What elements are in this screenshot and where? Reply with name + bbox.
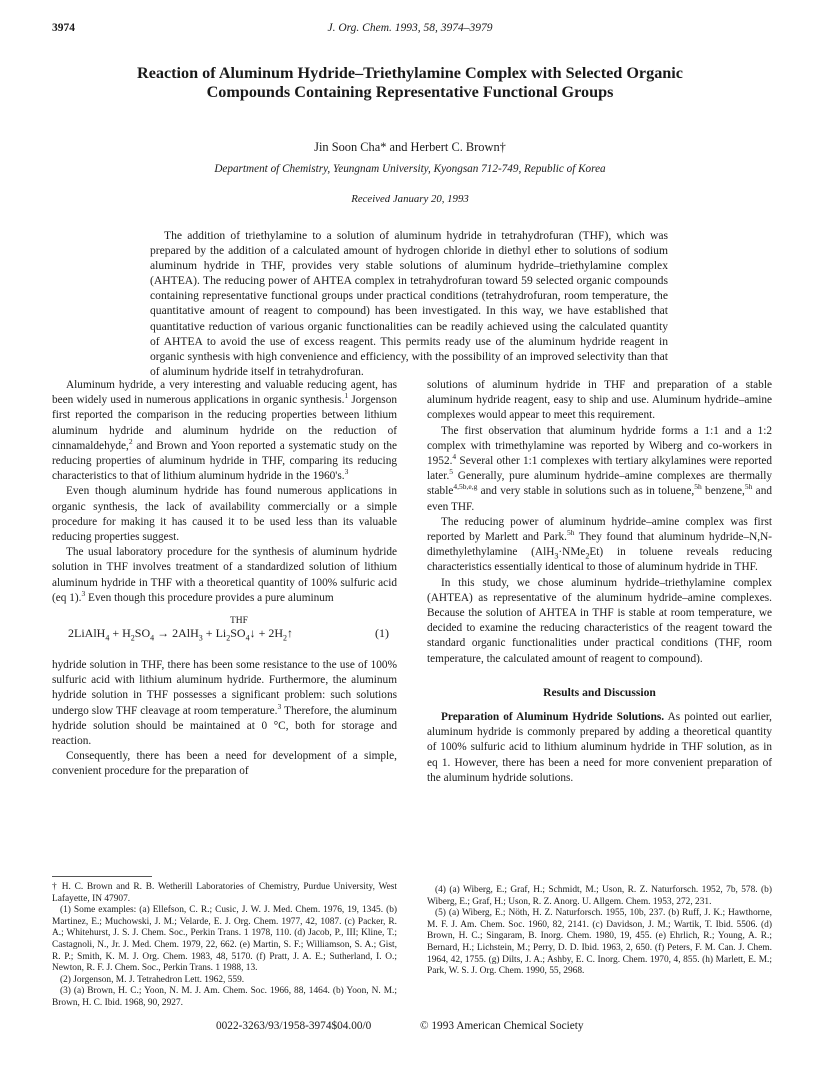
- abstract-text: The addition of triethylamine to a solution of aluminum hydride in tetrahydrofuran (THF), which was prepared by the addition of a calculated amount of hydrogen chloride in diethyl ether to solutions of sodium aluminum hydride in THF, provides very stable solutions of aluminum hydride–triethylamine complex (AHTEA). The reducing power of AHTEA complex in tetrahydrofuran toward 59 selected organic compounds containing representative functional groups under practical conditions (tetrahydrofuran, room temperature, the quantitative amount of reagent to compound) has been investigated. In this way, we have established that quantitative reduction of various organic functionalities can be readily achieved using the calculated quantity of AHTEA to avoid the use of excess reagent. This permits ready use of the aluminum hydride reagent in organic synthesis with high convenience and efficiency, with the possibility of an improved selectivity than that of aluminum hydride itself in tetrahydrofuran.: [150, 229, 668, 378]
- reference-mark: 1: [344, 391, 349, 401]
- page-footer: [0, 1020, 820, 1036]
- footnote: † H. C. Brown and R. B. Wetherill Laboratories of Chemistry, Purdue University, West Lafayette, IN 47907.: [52, 882, 397, 904]
- paragraph: [427, 710, 772, 786]
- paragraph: Even though aluminum hydride has found numerous applications in organic synthesis, the lack of availability commercially or a simple procedure for making it has caused it to be used less than its valuable reducing properties suggest.: [52, 485, 397, 544]
- paragraph: In this study, we chose aluminum hydride–triethylamine complex (AHTEA) as representative of the aluminum hydride–amine complexes. Because the solution of AHTEA in THF is stable at room temperature, we decided to examine the reducing characteristics of the reagent toward the standard organic functionalities under practical conditions (THF, room temperature, the calculated amount of reagent to compound).: [427, 576, 772, 665]
- text-run: NMe: [562, 546, 586, 559]
- paragraph: [52, 545, 397, 606]
- text-run: The first observation that aluminum hydride forms a 1:1 and a 1:2 complex with trimethylamine was reported by Wiberg and co-workers in 1952.: [427, 424, 772, 468]
- text-run: and even THF.: [427, 485, 772, 513]
- equation-1: [52, 614, 397, 648]
- text-run: The reducing power of aluminum hydride–amine complex was first reported by Marlett and Park.: [427, 515, 772, 544]
- text-run: benzene,: [701, 485, 745, 498]
- reference-mark: 5: [449, 467, 454, 477]
- reference-mark: 5h: [566, 528, 575, 538]
- text-run: They found that aluminum hydride–N,N-dimethylethylamine (AlH: [427, 531, 772, 559]
- paragraph: [52, 378, 397, 484]
- text-run: Aluminum hydride, a very interesting and valuable reducing agent, has been widely used in numerous applications in organic synthesis.: [52, 379, 397, 407]
- text-run: Several other 1:1 complexes with tertiary alkylamines were reported later.: [427, 455, 772, 483]
- received-date: Received January 20, 1993: [351, 193, 469, 205]
- issn-code: 0022-3263/93/1958-3974$04.00/0: [216, 1020, 372, 1032]
- text-run: The usual laboratory procedure for the synthesis of aluminum hydride solution in THF involves treatment of a standardized solution of lithium aluminum hydride in THF with a theoretical quantity of 100% sulfuric acid (eq 1).: [52, 546, 397, 604]
- footnote: (4) (a) Wiberg, E.; Graf, H.; Schmidt, M.; Uson, R. Z. Naturforsch. 1952, 7b, 578. (b) Wiberg, E.; Graf, H.; Uson, R. Z. Anorg. U. Allgem. Chem. 1953, 272, 231.: [427, 885, 772, 907]
- reference-mark: 4,5b,e,g: [453, 482, 478, 492]
- reference-mark: 3: [81, 589, 86, 599]
- equation-number: (1): [375, 626, 389, 641]
- text-run: Therefore, the aluminum hydride solution should be maintained at 0 °C, both for storage and reaction.: [52, 704, 397, 748]
- reaction-condition: THF: [230, 616, 248, 627]
- reference-mark: 5h: [744, 482, 753, 492]
- running-head: [52, 22, 768, 40]
- journal-citation: J. Org. Chem. 1993, 58, 3974–3979: [327, 22, 493, 34]
- author-list: Jin Soon Cha* and Herbert C. Brown†: [314, 140, 506, 154]
- footnote: (3) (a) Brown, H. C.; Yoon, N. M. J. Am. Chem. Soc. 1966, 88, 1464. (b) Yoon, N. M.; Brown, H. C. Ibid. 1968, 90, 2927.: [52, 986, 397, 1008]
- text-run: Et) in toluene reveals reducing characteristics essentially identical to those of aluminum hydride in THF.: [427, 546, 772, 574]
- footnote-rule: [52, 876, 152, 877]
- page-number: 3974: [52, 22, 75, 34]
- text-run: hydride solution in THF, there has been some resistance to the use of 100% sulfuric acid with lithium aluminum hydride. Furthermore, the aluminum hydride solution in THF possesses a significant problem: such solutions undergo slow THF cleavage at room temperature.: [52, 659, 397, 717]
- paragraph: [52, 658, 397, 749]
- text-run: Jorgenson first reported the comparison in the reducing properties between lithium aluminum hydride and aluminum hydride on the reduction of cinnamaldehyde,: [52, 394, 397, 452]
- text-run: Even though this procedure provides a pure aluminum: [85, 591, 334, 604]
- paragraph: The reducing power of aluminum hydride–amine complex was first reported by Marlett and Park.$^{5h}$ They found that aluminum hydride–N,N-dimethylethylamine (AlH$_3$·NMe$_2$Et) in toluene reveals reducing characteristics essentially identical to those of aluminum hydride in THF.: [427, 515, 772, 574]
- reference-mark: 5h: [694, 482, 702, 492]
- reference-mark: 4: [452, 452, 457, 462]
- reference-mark: 3: [277, 701, 282, 711]
- right-column: [427, 378, 772, 786]
- footnotes-left: [52, 882, 397, 1010]
- text-run: and very stable in solutions such as in toluene,: [477, 485, 695, 498]
- footnote: (1) Some examples: (a) Ellefson, C. R.; Cusic, J. W. J. Med. Chem. 1976, 19, 1345. (b) Martinez, E.; Muchowski, J. M.; Velarde, E. J. Org. Chem. 1977, 42, 1087. (c) Packer, R. A.; Whitehurst, J. S. J. Chem. Soc., Perkin Trans. 1 1978, 110. (d) Jacob, P., III; Kline, T.; Castagnoli, N., Jr. J. Med. Chem. 1979, 22, 662. (e) Martin, S. F.; Williamson, S. A.; Gist, R. P.; Smith, K. M. J. Org. Chem. 1983, 48, 5170. (f) Pratt, J. A. E.; Sutherland, I. O.; Newton, R. F. J. Chem. Soc., Perkin Trans. 1 1988, 13.: [52, 905, 397, 974]
- reference-mark: 2: [128, 437, 133, 447]
- text-run: As pointed out earlier, aluminum hydride is commonly prepared by adding a theoretical quantity of 100% sulfuric acid to lithium aluminum hydride in THF solution, as in eq 1. However, there has been a need for more convenient preparation of the aluminum hydride solutions.: [427, 711, 772, 784]
- paragraph: [427, 424, 772, 515]
- text-run: Generally, pure aluminum hydride–amine complexes are thermally stable: [427, 470, 772, 498]
- footnote: (2) Jorgenson, M. J. Tetrahedron Lett. 1962, 559.: [60, 974, 245, 985]
- reaction-equation: 2LiAlH$_4$ + $H_2SO_4 \to 2AlH_3$ + $Li_2SO_4↓$ + $2H_2↑$: [68, 626, 294, 643]
- run-in-heading: Preparation of Aluminum Hydride Solutions.: [441, 711, 665, 724]
- abstract: [150, 228, 668, 379]
- paragraph: Consequently, there has been a need for development of a simple, convenient procedure for the preparation of: [52, 750, 397, 778]
- affiliation: Department of Chemistry, Yeungnam University, Kyongsan 712-749, Republic of Korea: [214, 163, 606, 175]
- footnote: (5) (a) Wiberg, E.; Nöth, H. Z. Naturforsch. 1955, 10b, 237. (b) Ruff, J. K.; Hawthorne, M. F. J. Am. Chem. Soc. 1960, 82, 2141. (c) Davidson, J. M.; Wartik, T. Ibid. 5506. (d) Brown, H. C.; Singaram, B. Inorg. Chem. 1980, 19, 455. (e) Ehrlich, R.; Young, A. R.; Bernard, H.; Lichstein, M.; Perry, D. D. Ibid. 1963, 2, 650. (f) Peters, F. M. Can. J. Chem. 1964, 42, 1755. (g) Dilts, J. A.; Ashby, E. C. Inorg. Chem. 1970, 4, 855. (h) Marlett, E. M.; Park, W. S. J. Org. Chem. 1990, 55, 2968.: [427, 908, 772, 977]
- text-run: and Brown and Yoon reported a systematic study on the reducing properties of aluminum hydride in THF, comparing its reducing characteristics to that of lithium aluminum hydride in the 1960's.: [52, 439, 397, 483]
- footnotes-right: [427, 885, 772, 978]
- copyright-notice: © 1993 American Chemical Society: [420, 1020, 584, 1032]
- left-column: [52, 378, 397, 780]
- section-heading: Results and Discussion: [543, 685, 656, 699]
- article-title: Reaction of Aluminum Hydride–Triethylamine Complex with Selected Organic Compounds Containing Representative Functional Groups: [137, 64, 683, 101]
- paragraph: solutions of aluminum hydride in THF and preparation of a stable aluminum hydride reagent, easy to ship and use. Aluminum hydride–amine complexes would appear to meet this requirement.: [427, 379, 772, 422]
- reference-mark: 3: [344, 467, 349, 477]
